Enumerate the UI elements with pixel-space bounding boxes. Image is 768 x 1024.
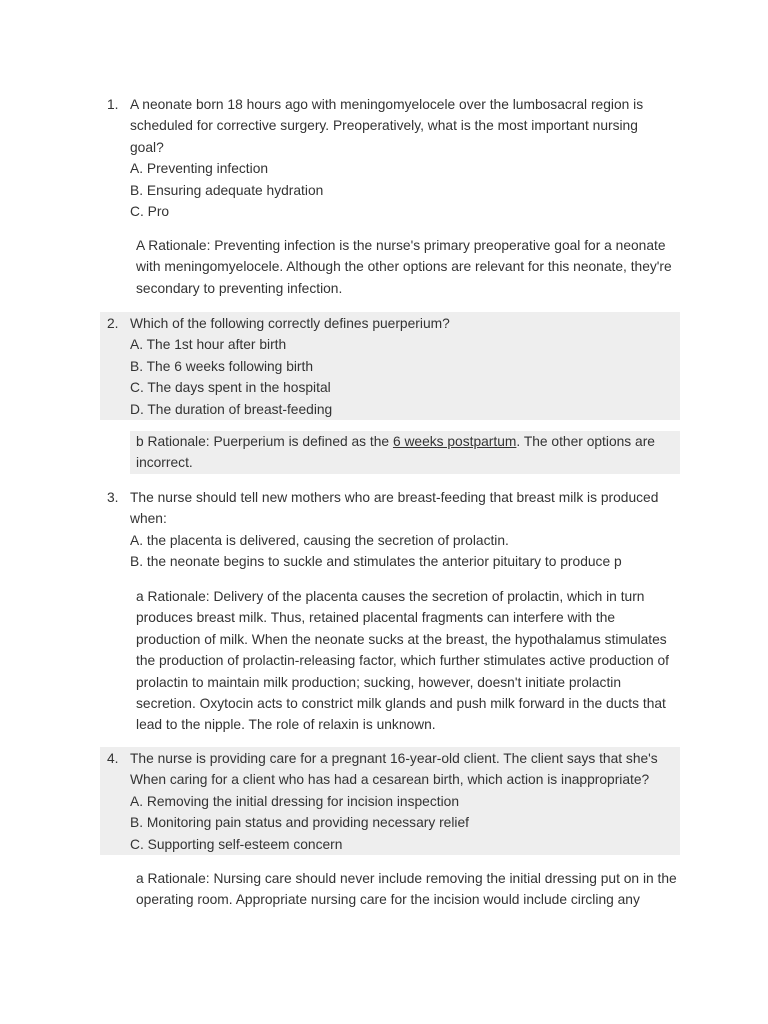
rationale-line [136,431,680,452]
rationale-line: secretion. Oxytocin acts to constrict milk glands and push milk forward in the ducts that [136,695,666,711]
question-body [130,313,680,420]
question-3 [100,487,680,573]
rationale-link[interactable]: 6 weeks postpartum [392,434,517,449]
question-number: 2. [107,316,119,331]
question-stem-line: The nurse is providing care for a pregnant 16-year-old client. The client says that she's [130,751,658,766]
rationale-line: incorrect. [136,455,193,471]
rationale-line: A Rationale: Preventing infection is the nurse's primary preoperative goal for a neonate [136,238,666,253]
question-stem-line: scheduled for corrective surgery. Preoperatively, what is the most important nursing [130,118,638,134]
answer-option: C. The days spent in the hospital [130,380,331,396]
rationale-line: a Rationale: Nursing care should never include removing the initial dressing put on in the [136,871,677,886]
question-number: 3. [107,490,119,505]
rationale-4 [130,868,680,911]
rationale-2 [130,431,680,474]
answer-option: C. Supporting self-esteem concern [130,836,343,852]
rationale-line: the production of prolactin-releasing factor, which further stimulates active production of [136,653,669,669]
question-stem-line: The nurse should tell new mothers who are breast-feeding that breast milk is produced [130,490,659,505]
question-number: 4. [107,751,119,766]
question-stem-line: A neonate born 18 hours ago with meningomyelocele over the lumbosacral region is [130,97,644,112]
rationale-text: b Rationale: Puerperium is defined as the [136,434,393,449]
rationale-line: operating room. Appropriate nursing care for the incision would include circling any [136,892,640,908]
question-1 [100,94,680,222]
question-stem-line: goal? [130,139,164,155]
question-4 [100,747,680,855]
rationale-body [136,235,680,299]
answer-option: B. Monitoring pain status and providing necessary relief [130,815,469,831]
answer-option: B. the neonate begins to suckle and stimulates the anterior pituitary to produce p [130,554,622,570]
rationale-body [136,431,680,474]
answer-option: C. Pro [130,203,170,219]
question-stem-line: when: [130,511,167,527]
answer-option: A. Preventing infection [130,161,269,177]
question-stem-line: Which of the following correctly defines puerperium? [130,316,450,331]
rationale-line: lead to the nipple. The role of relaxin is unknown. [136,717,436,733]
rationale-line: secondary to preventing infection. [136,280,343,296]
answer-option: B. The 6 weeks following birth [130,358,314,374]
rationale-line: a Rationale: Delivery of the placenta causes the secretion of prolactin, which in turn [136,589,645,604]
question-body [130,487,680,573]
rationale-body [136,868,680,911]
answer-option: A. Removing the initial dressing for incision inspection [130,793,459,809]
rationale-line: with meningomyelocele. Although the other options are relevant for this neonate, they're [136,259,672,275]
rationale-line: production of milk. When the neonate sucks at the breast, the hypothalamus stimulates [136,631,667,647]
rationale-body [136,586,680,736]
answer-option: D. The duration of breast-feeding [130,401,333,417]
rationale-text: . The other options are [516,434,655,449]
question-body [130,94,680,222]
question-body [130,748,680,855]
answer-option: A. The 1st hour after birth [130,337,287,353]
question-stem-line: When caring for a client who has had a cesarean birth, which action is inappropriate? [130,772,650,788]
rationale-3 [130,586,680,736]
rationale-line: prolactin to maintain milk production; sucking, however, doesn't initiate prolactin [136,674,622,690]
answer-option: B. Ensuring adequate hydration [130,182,324,198]
question-number: 1. [107,97,119,112]
rationale-1 [130,235,680,299]
rationale-line: produces breast milk. Thus, retained placental fragments can interfere with the [136,610,616,626]
answer-option: A. the placenta is delivered, causing the secretion of prolactin. [130,532,509,548]
question-2 [100,312,680,420]
